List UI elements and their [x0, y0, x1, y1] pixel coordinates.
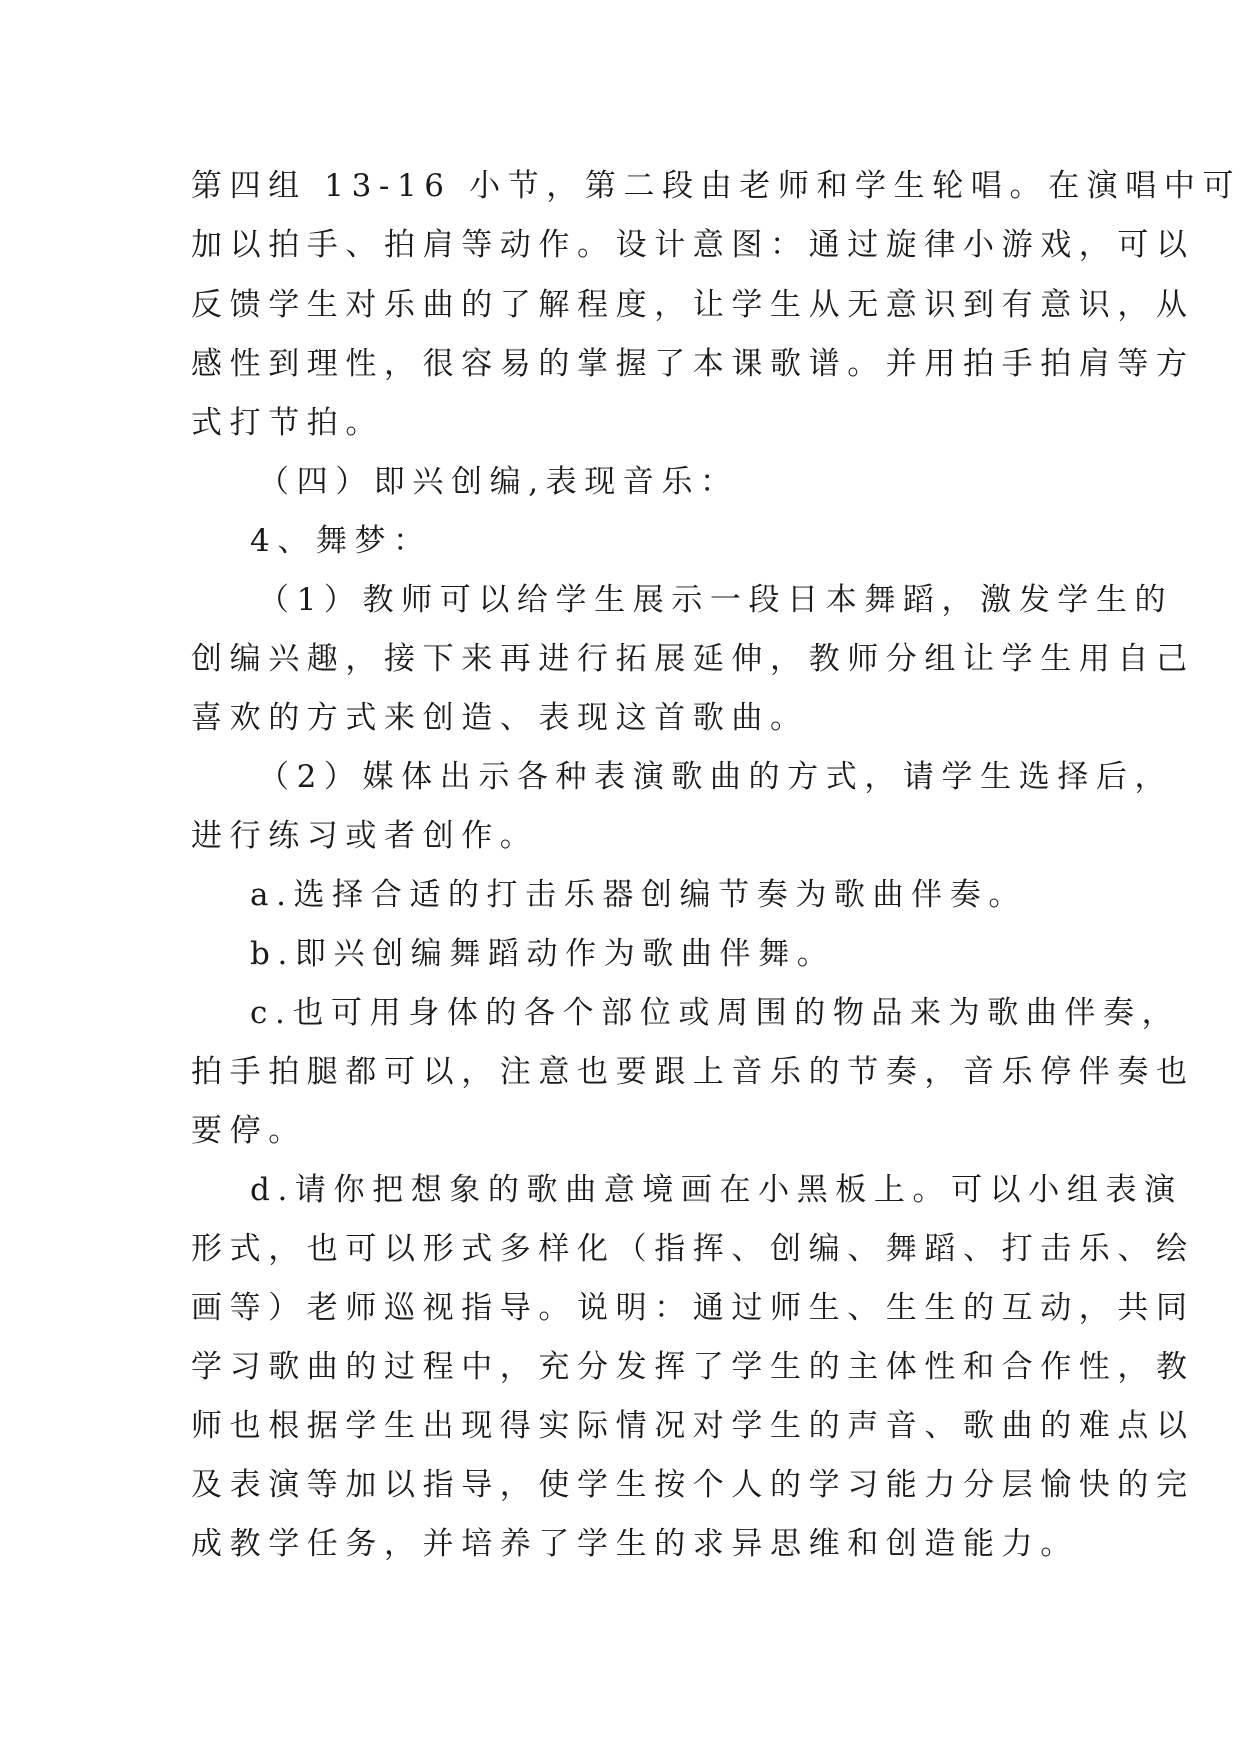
list-item: a.选择合适的打击乐器创编节奏为歌曲伴奏。: [250, 877, 1027, 913]
paragraph-line: 师也根据学生出现得实际情况对学生的声音、歌曲的难点以: [191, 1408, 1195, 1444]
paragraph-line: 画等）老师巡视指导。说明：通过师生、生生的互动，共同: [191, 1290, 1195, 1326]
paragraph-line: 加以拍手、拍肩等动作。设计意图：通过旋律小游戏，可以: [191, 227, 1195, 263]
paragraph-line: 形式，也可以形式多样化（指挥、创编、舞蹈、打击乐、绘: [191, 1231, 1195, 1267]
list-item: d.请你把想象的歌曲意境画在小黑板上。可以小组表演: [250, 1172, 1183, 1208]
paragraph-line: 感性到理性，很容易的掌握了本课歌谱。并用拍手拍肩等方: [191, 346, 1195, 382]
paragraph-line: 拍手拍腿都可以，注意也要跟上音乐的节奏，音乐停伴奏也: [191, 1054, 1195, 1090]
paragraph-line: 及表演等加以指导，使学生按个人的学习能力分层愉快的完: [191, 1467, 1195, 1503]
paragraph-line: 喜欢的方式来创造、表现这首歌曲。: [191, 700, 809, 736]
paragraph-line: （2）媒体出示各种表演歌曲的方式，请学生选择后，: [258, 759, 1174, 795]
paragraph-line: 成教学任务，并培养了学生的求异思维和创造能力。: [191, 1526, 1079, 1562]
paragraph-line: （1）教师可以给学生展示一段日本舞蹈，激发学生的: [258, 582, 1174, 618]
section-heading: （四）即兴创编,表现音乐：: [258, 464, 739, 500]
paragraph-line: 学习歌曲的过程中，充分发挥了学生的主体性和合作性，教: [191, 1349, 1195, 1385]
list-item: c.也可用身体的各个部位或周围的物品来为歌曲伴奏，: [250, 995, 1181, 1031]
paragraph-line: 第四组 13-16 小节，第二段由老师和学生轮唱。在演唱中可: [191, 168, 1241, 204]
list-item: b.即兴创编舞蹈动作为歌曲伴舞。: [250, 936, 836, 972]
subsection-heading: 4、舞梦：: [250, 523, 432, 559]
paragraph-line: 进行练习或者创作。: [191, 818, 539, 854]
paragraph-line: 创编兴趣，接下来再进行拓展延伸，教师分组让学生用自己: [191, 641, 1195, 677]
paragraph-line: 式打节拍。: [191, 405, 384, 441]
paragraph-line: 反馈学生对乐曲的了解程度，让学生从无意识到有意识，从: [191, 287, 1195, 323]
paragraph-line: 要停。: [191, 1113, 307, 1149]
